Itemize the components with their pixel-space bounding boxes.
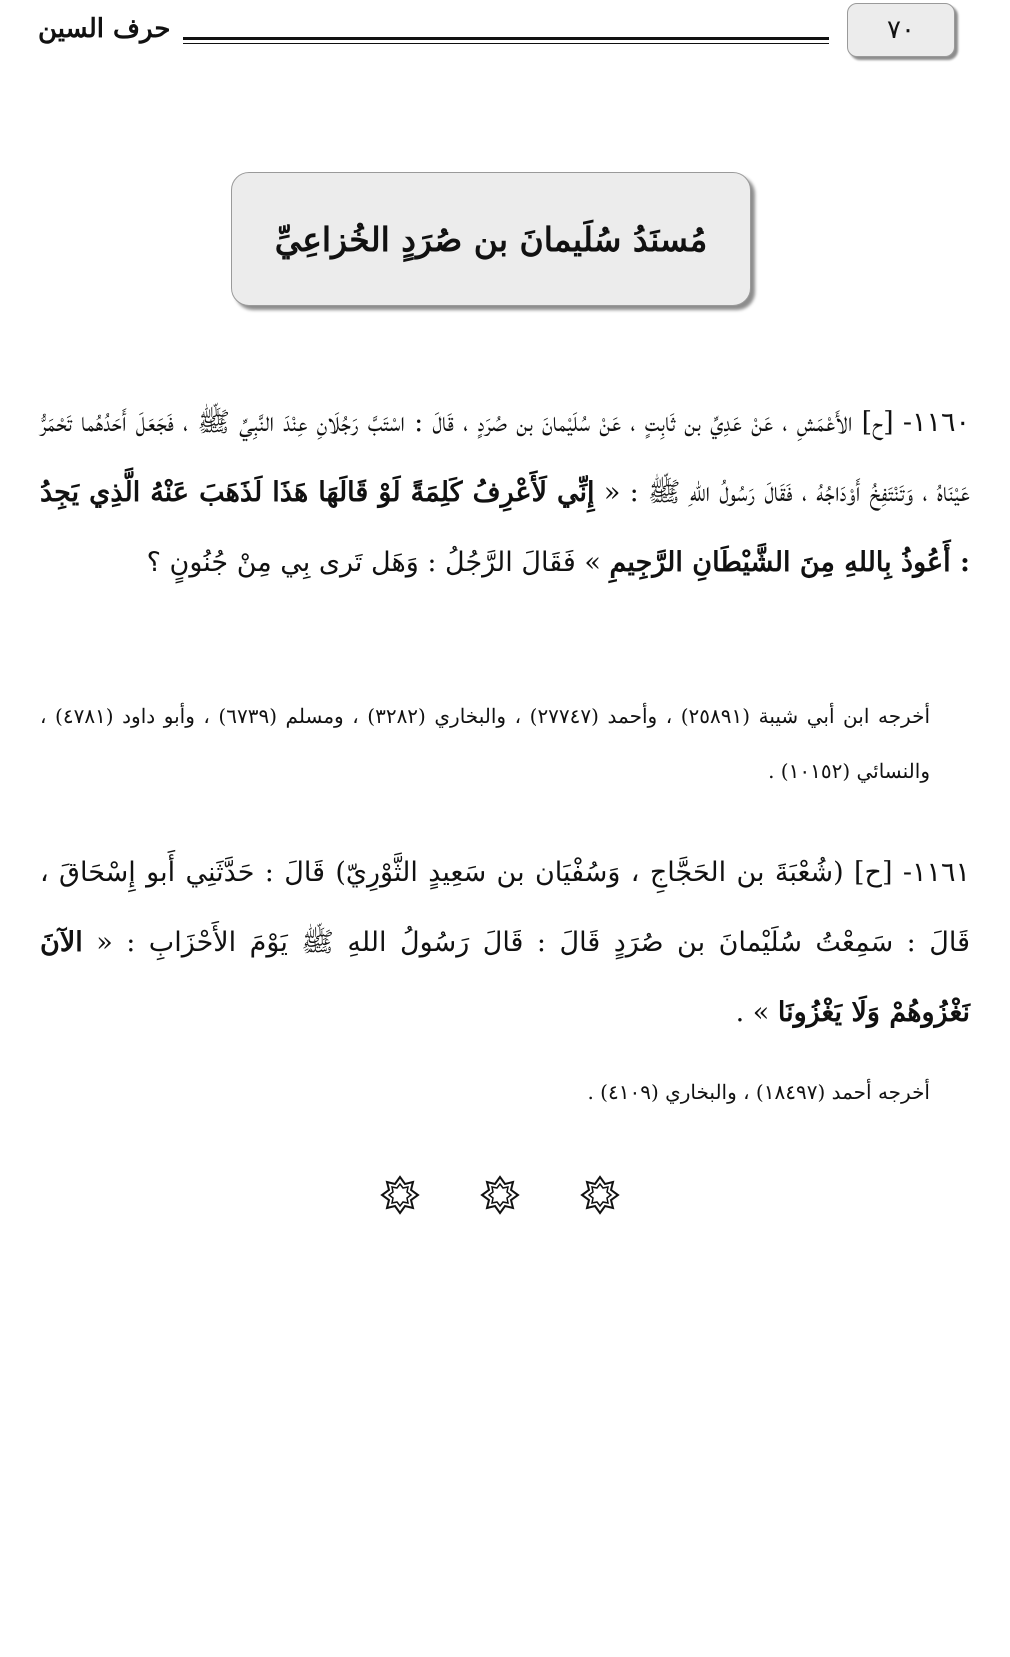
section-end-ornaments xyxy=(380,1172,620,1218)
page-number-box xyxy=(847,3,955,57)
header-rule xyxy=(183,37,829,40)
hadith-text-before: الأَعْمَشِ ، عَنْ عَدِيِّ بن ثَابِتٍ ، عَنْ سُلَيْمانَ بن صُرَدٍ ، قَالَ : اسْتَبَّ رَجُلَانِ عِنْدَ النَّبِيِّ ﷺ ، فَجَعَلَ أَحَدُهُما تَحْمَرُّ عَيْنَاهُ ، وَتَنْتَفِخُ أَوْدَاجُهُ ، فَقَالَ رَسُولُ اللهِ ﷺ : « xyxy=(40,407,970,508)
prophetic-quote: إِنِّي لَأَعْرِفُ كَلِمَةً لَوْ قَالَهَا هَذَا لَذَهَبَ عَنْهُ الَّذِي يَجِدُ : أَعُوذُ بِاللهِ مِنَ الشَّيْطَانِ الرَّجِيمِ xyxy=(40,477,970,578)
section-title: مُسنَدُ سُلَيمانَ بن صُرَدٍ الخُزاعِيِّ xyxy=(274,219,708,259)
hadith-source-note: أخرجه ابن أبي شيبة (٢٥٨٩١) ، وأحمد (٢٧٧٤٧) ، والبخاري (٣٢٨٢) ، ومسلم (٦٧٣٩) ، وأبو داود (٤٧٨١) ، والنسائي (١٠١٥٢) . xyxy=(40,704,931,783)
hadith-number: ١١٦١- [ح] xyxy=(854,857,970,888)
hadith-number: ١١٦٠- [ح] xyxy=(861,407,970,438)
section-title-box xyxy=(231,172,751,306)
star-ornament-icon xyxy=(580,1175,620,1215)
star-ornament-icon xyxy=(380,1175,420,1215)
prophetic-quote: الآنَ نَغْزُوهُمْ وَلَا يَغْزُونَا xyxy=(40,927,970,1028)
hadith-text-before: (شُعْبَةَ بن الحَجَّاجِ ، وَسُفْيَان بن سَعِيدٍ الثَّوْرِيّ) قَالَ : حَدَّثَنِي أَبو إِسْحَاقَ ، قَالَ : سَمِعْتُ سُلَيْمانَ بن صُرَدٍ قَالَ : قَالَ رَسُولُ اللهِ ﷺ يَوْمَ الأَحْزَابِ : « xyxy=(40,857,970,958)
hadith-1160 xyxy=(40,388,970,598)
page-number: ٧٠ xyxy=(887,15,915,45)
hadith-text-after: » . xyxy=(735,997,778,1028)
hadith-1161 xyxy=(40,838,970,1048)
header-rule-thin xyxy=(183,43,829,44)
page-header xyxy=(0,0,1010,70)
hadith-text-after: » فَقَالَ الرَّجُلُ : وَهَل تَرى بِي مِنْ جُنُونٍ ؟ xyxy=(146,547,610,578)
chapter-title: حرف السين xyxy=(38,14,171,44)
star-ornament-icon xyxy=(480,1175,520,1215)
hadith-source-note: أخرجه أحمد (١٨٤٩٧) ، والبخاري (٤١٠٩) . xyxy=(587,1080,930,1104)
